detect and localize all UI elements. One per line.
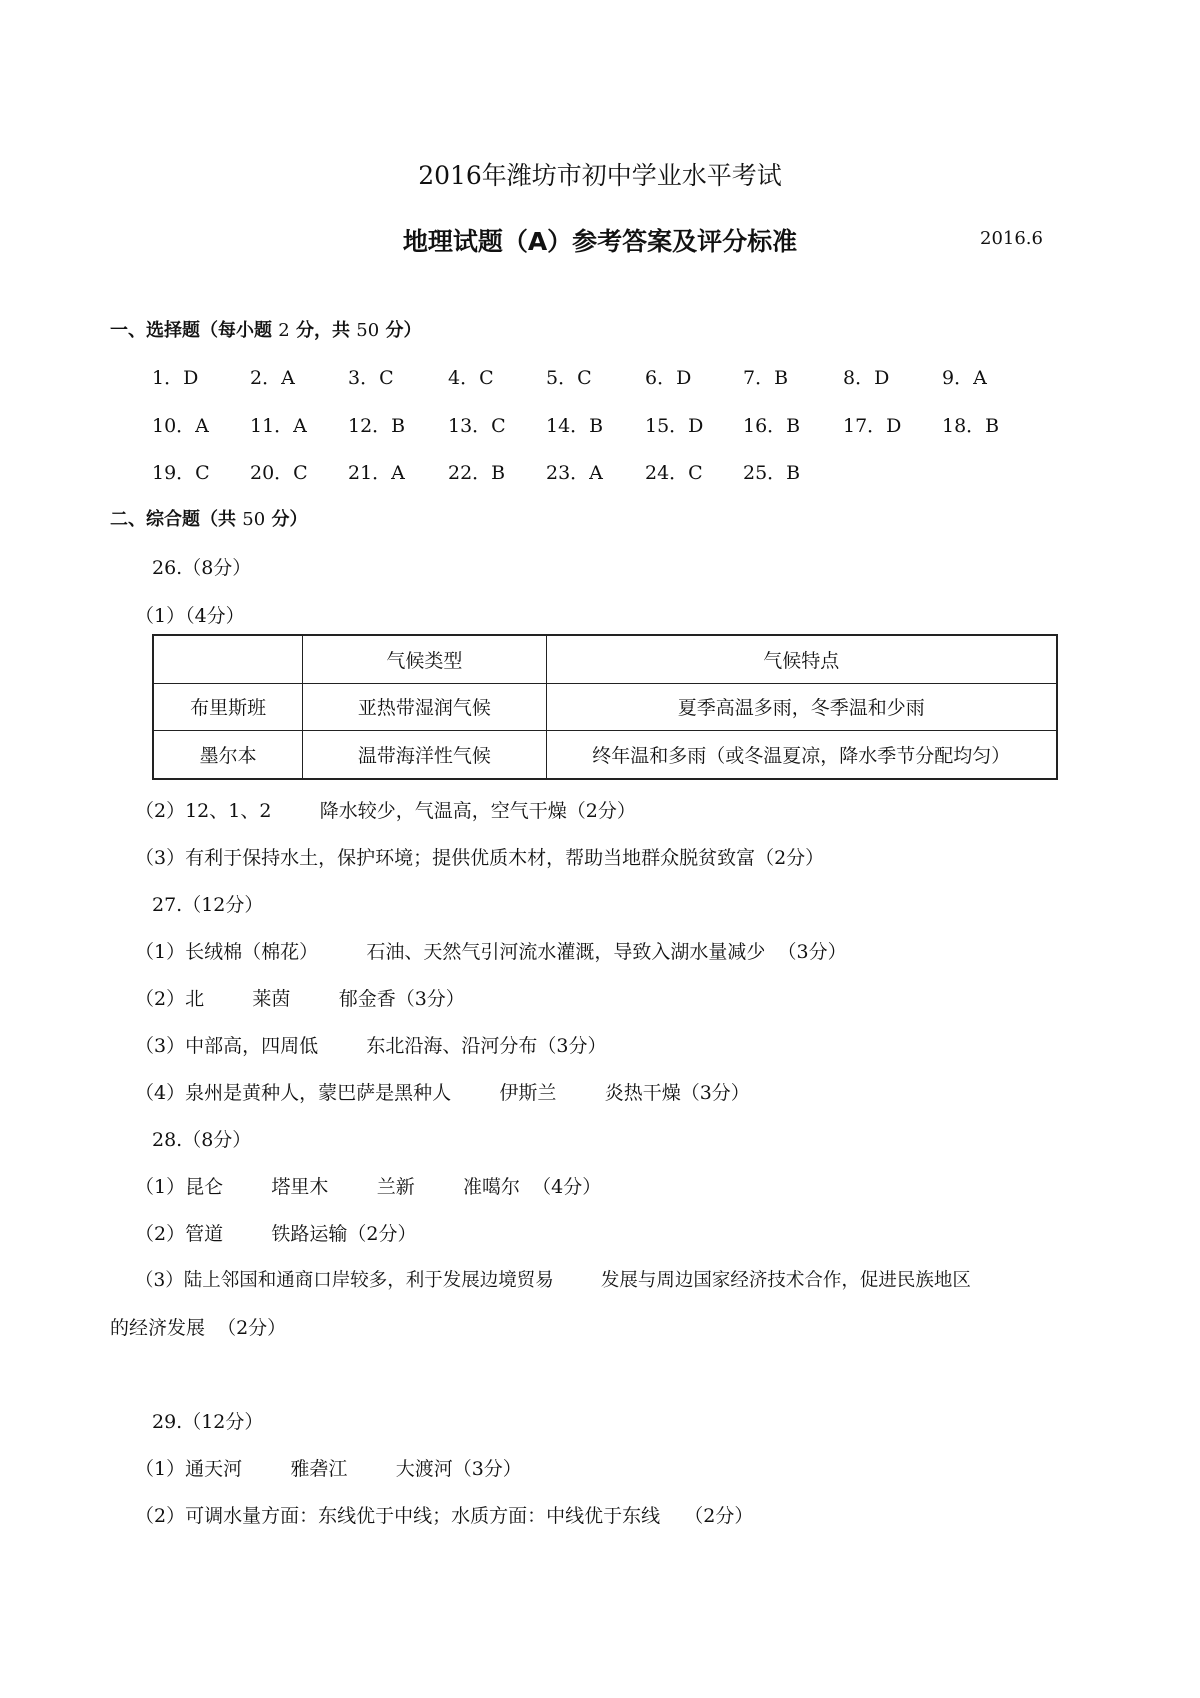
- table-row: [153, 731, 1057, 779]
- q29-part-1: （1）通天河 雅砻江 大渡河（3分）: [135, 1458, 522, 1480]
- mc-answer: 3．C: [348, 367, 394, 389]
- table-cell: 墨尔本: [153, 731, 303, 779]
- mc-answer: 17．D: [843, 415, 902, 437]
- mc-answer: 24．C: [645, 462, 703, 484]
- mc-answer: 21．A: [348, 462, 405, 484]
- question-29-heading: 29.（12分）: [152, 1411, 264, 1433]
- section-1-points: 2: [278, 320, 290, 341]
- exam-date: 2016.6: [980, 228, 1043, 249]
- q28-part-3-line-1: （3）陆上邻国和通商口岸较多，利于发展边境贸易 发展与周边国家经济技术合作，促进民族地区: [135, 1270, 971, 1291]
- mc-answer: 7．B: [743, 367, 789, 389]
- mc-answer: 14．B: [546, 415, 604, 437]
- mc-answer: 10．A: [152, 415, 209, 437]
- section-2-total: 50: [242, 509, 266, 530]
- mc-answer: 19．C: [152, 462, 210, 484]
- question-27-heading: 27.（12分）: [152, 894, 264, 916]
- section-1-mid: 分，共: [296, 320, 351, 341]
- question-26-heading: 26.（8分）: [152, 557, 252, 579]
- table-cell: 温带海洋性气候: [303, 731, 546, 779]
- table-row: [153, 683, 1057, 730]
- table-header-cell: 气候类型: [303, 635, 546, 683]
- table-cell: 终年温和多雨（或冬温夏凉，降水季节分配均匀）: [546, 731, 1057, 779]
- q26-part-2: （2）12、1、2 降水较少，气温高，空气干燥（2分）: [135, 800, 636, 822]
- mc-answer: 12．B: [348, 415, 406, 437]
- mc-answer: 16．B: [743, 415, 801, 437]
- q28-part-3-line-2: 的经济发展 （2分）: [110, 1317, 287, 1339]
- mc-answer: 2．A: [250, 367, 295, 389]
- section-2-heading: [110, 505, 307, 531]
- section-2-end: 分）: [271, 509, 308, 530]
- q27-part-4: （4）泉州是黄种人，蒙巴萨是黑种人 伊斯兰 炎热干燥（3分）: [135, 1082, 750, 1104]
- mc-answer: 5．C: [546, 367, 592, 389]
- q28-part-2: （2）管道 铁路运输（2分）: [135, 1223, 417, 1245]
- q29-part-2: （2）可调水量方面：东线优于中线；水质方面：中线优于东线 （2分）: [135, 1505, 754, 1527]
- mc-answer: 25．B: [743, 462, 801, 484]
- mc-answer: 4．C: [448, 367, 494, 389]
- q27-part-2: （2）北 莱茵 郁金香（3分）: [135, 988, 465, 1010]
- q27-part-1: （1）长绒棉（棉花） 石油、天然气引河流水灌溉，导致入湖水量减少 （3分）: [135, 941, 847, 963]
- section-2-label: 二、综合题（共: [110, 509, 236, 530]
- section-1-label: 一、选择题（每小题: [110, 320, 272, 341]
- table-cell: 夏季高温多雨，冬季温和少雨: [546, 683, 1057, 730]
- answer-key-title: 地理试题（A）参考答案及评分标准: [402, 227, 798, 256]
- mc-answer: 8．D: [843, 367, 890, 389]
- mc-answer: 9．A: [942, 367, 987, 389]
- section-1-end: 分）: [385, 320, 422, 341]
- exam-title: 2016年潍坊市初中学业水平考试: [418, 161, 782, 190]
- mc-answer: 1．D: [152, 367, 199, 389]
- question-28-heading: 28.（8分）: [152, 1129, 252, 1151]
- climate-table: [152, 634, 1058, 780]
- table-cell: 亚热带湿润气候: [303, 683, 546, 730]
- mc-answer: 13．C: [448, 415, 506, 437]
- table-header-row: [153, 635, 1057, 683]
- mc-answer: 18．B: [942, 415, 1000, 437]
- q28-part-1: （1）昆仑 塔里木 兰新 准噶尔 （4分）: [135, 1176, 602, 1198]
- mc-answer: 11．A: [250, 415, 307, 437]
- mc-answer: 15．D: [645, 415, 704, 437]
- table-header-cell: 气候特点: [546, 635, 1057, 683]
- table-cell: 布里斯班: [153, 683, 303, 730]
- mc-answer: 6．D: [645, 367, 692, 389]
- section-1-heading: [110, 316, 421, 342]
- table-header-cell: [153, 635, 303, 683]
- mc-answer: 22．B: [448, 462, 506, 484]
- mc-answer: 23．A: [546, 462, 603, 484]
- q27-part-3: （3）中部高，四周低 东北沿海、沿河分布（3分）: [135, 1035, 607, 1057]
- mc-answer: 20．C: [250, 462, 308, 484]
- section-1-total: 50: [356, 320, 380, 341]
- q26-part-1: （1）（4分）: [135, 605, 245, 627]
- q26-part-3: （3）有利于保持水土，保护环境；提供优质木材，帮助当地群众脱贫致富（2分）: [135, 847, 825, 869]
